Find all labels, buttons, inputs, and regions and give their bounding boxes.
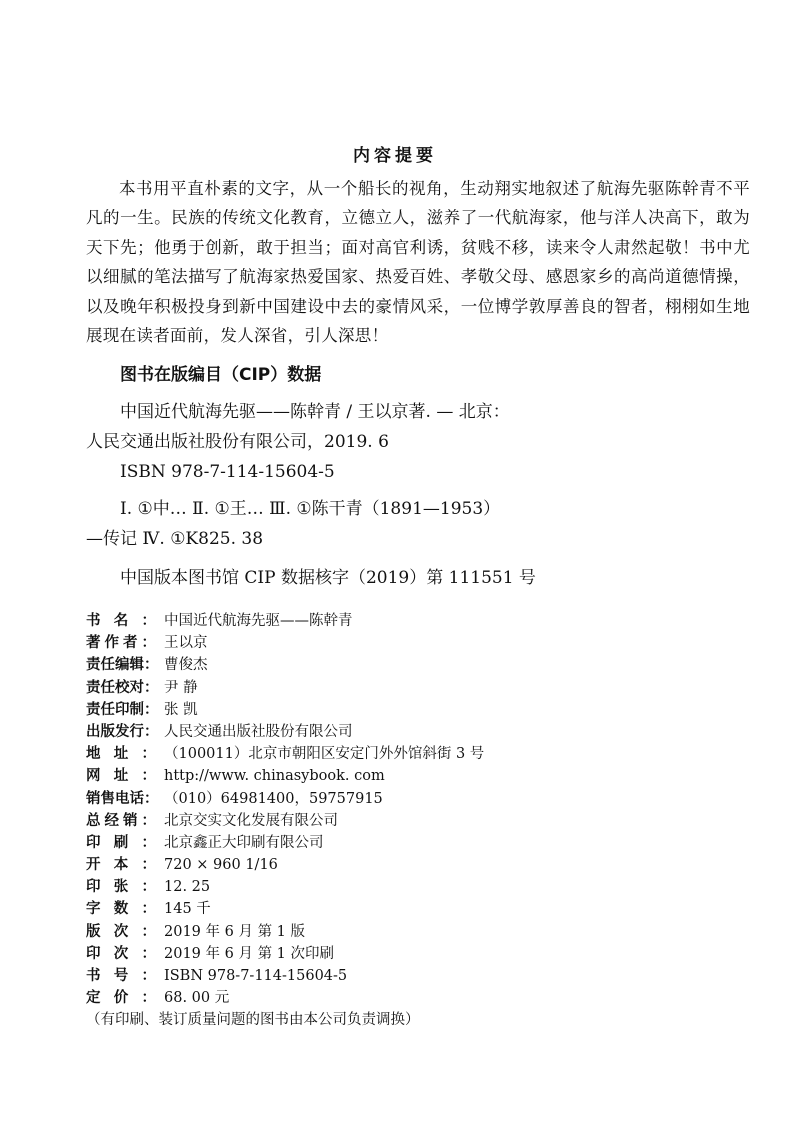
detail-row [86,721,766,743]
detail-row [86,743,766,765]
detail-value: ISBN 978-7-114-15604-5 [164,968,348,984]
detail-label: 责任校对： [86,679,159,696]
cip-line: Ⅰ. ①中… Ⅱ. ①王… Ⅲ. ①陈干青（1891—1953） [120,499,501,519]
detail-row [86,810,766,832]
detail-row [86,854,766,876]
detail-row [86,765,766,787]
detail-row [86,610,766,632]
detail-label: 责任印制： [86,701,159,718]
detail-value: （010）64981400，59757915 [164,790,383,807]
detail-value: 12. 25 [164,879,211,896]
detail-label: 开本： [86,857,156,874]
detail-value: 145 千 [164,901,211,918]
cip-entry [86,397,766,487]
cip-line: 中国版本图书馆 CIP 数据核字（2019）第 111551 号 [120,568,536,588]
detail-row [86,788,766,810]
cip-line: 人民交通出版社股份有限公司，2019. 6 [86,432,389,452]
detail-label: 销售电话： [86,790,159,807]
cip-line: ISBN 978-7-114-15604-5 [120,462,335,482]
detail-label: 出版发行： [86,723,159,740]
detail-label: 著作者： [86,635,156,652]
detail-label: 印次： [86,945,156,962]
detail-value: 人民交通出版社股份有限公司 [164,723,353,740]
detail-row [86,965,766,987]
detail-value: 王以京 [164,635,208,652]
detail-row [86,654,766,676]
cip-classification [86,494,766,554]
detail-value: 中国近代航海先驱——陈幹青 [164,613,353,629]
cip-title: 图书在版编目（CIP）数据 [120,365,322,385]
detail-label: 书号： [86,968,156,984]
detail-value: 720 × 960 1/16 [164,857,278,874]
detail-value: 北京交实文化发展有限公司 [164,812,338,829]
detail-value: http://www. chinasybook. com [164,768,385,785]
detail-value: 2019 年 6 月 第 1 次印刷 [164,945,335,962]
detail-row [86,987,766,1009]
book-details [86,610,766,1031]
cip-check-number [86,563,766,593]
detail-row [86,921,766,943]
detail-value: 北京鑫正大印刷有限公司 [164,834,324,851]
cip-line: 中国近代航海先驱——陈幹青 / 王以京著. — 北京： [120,402,510,422]
detail-label: 定价： [86,990,156,1007]
detail-label: 书名： [86,613,156,629]
detail-value: 68. 00 元 [164,990,230,1007]
detail-value: 2019 年 6 月 第 1 版 [164,923,306,940]
detail-row [86,699,766,721]
summary-body: 本书用平直朴素的文字，从一个船长的视角，生动翔实地叙述了航海先驱陈幹青不平凡的一生。民族的传统文化教育，立德立人，滋养了一代航海家，他与洋人决高下，敢为天下先；他勇于创新，敢于担当；面对高官利诱，贫贱不移，读来令人肃然起敬！书中尤以细腻的笔法描写了航海家热爱国家、热爱百姓、孝敬父母、感恩家乡的高尚道德情操，以及晚年积极投身到新中国建设中去的豪情风采，一位博学敦厚善良的智者，栩栩如生地展现在读者面前，发人深省，引人深思！ [86,179,750,346]
detail-label: 地址： [86,746,156,763]
summary-title: 内容提要 [353,146,437,166]
detail-value: （100011）北京市朝阳区安定门外外馆斜街 3 号 [164,746,485,763]
detail-label: 印刷： [86,834,156,851]
cip-line: —传记 Ⅳ. ①K825. 38 [86,529,264,549]
quality-note: （有印刷、装订质量问题的图书由本公司负责调换） [86,1012,420,1029]
detail-label: 字数： [86,901,156,918]
detail-value: 张 凯 [164,701,198,718]
detail-label: 版次： [86,923,156,940]
detail-row [86,898,766,920]
detail-label: 责任编辑： [86,657,159,674]
detail-value: 尹 静 [164,679,198,696]
detail-label: 网址： [86,768,156,785]
detail-row [86,832,766,854]
detail-row [86,632,766,654]
detail-label: 总经销： [86,812,156,829]
detail-row [86,677,766,699]
detail-value: 曹俊杰 [164,657,208,674]
detail-label: 印张： [86,879,156,896]
detail-row [86,943,766,965]
detail-row [86,876,766,898]
